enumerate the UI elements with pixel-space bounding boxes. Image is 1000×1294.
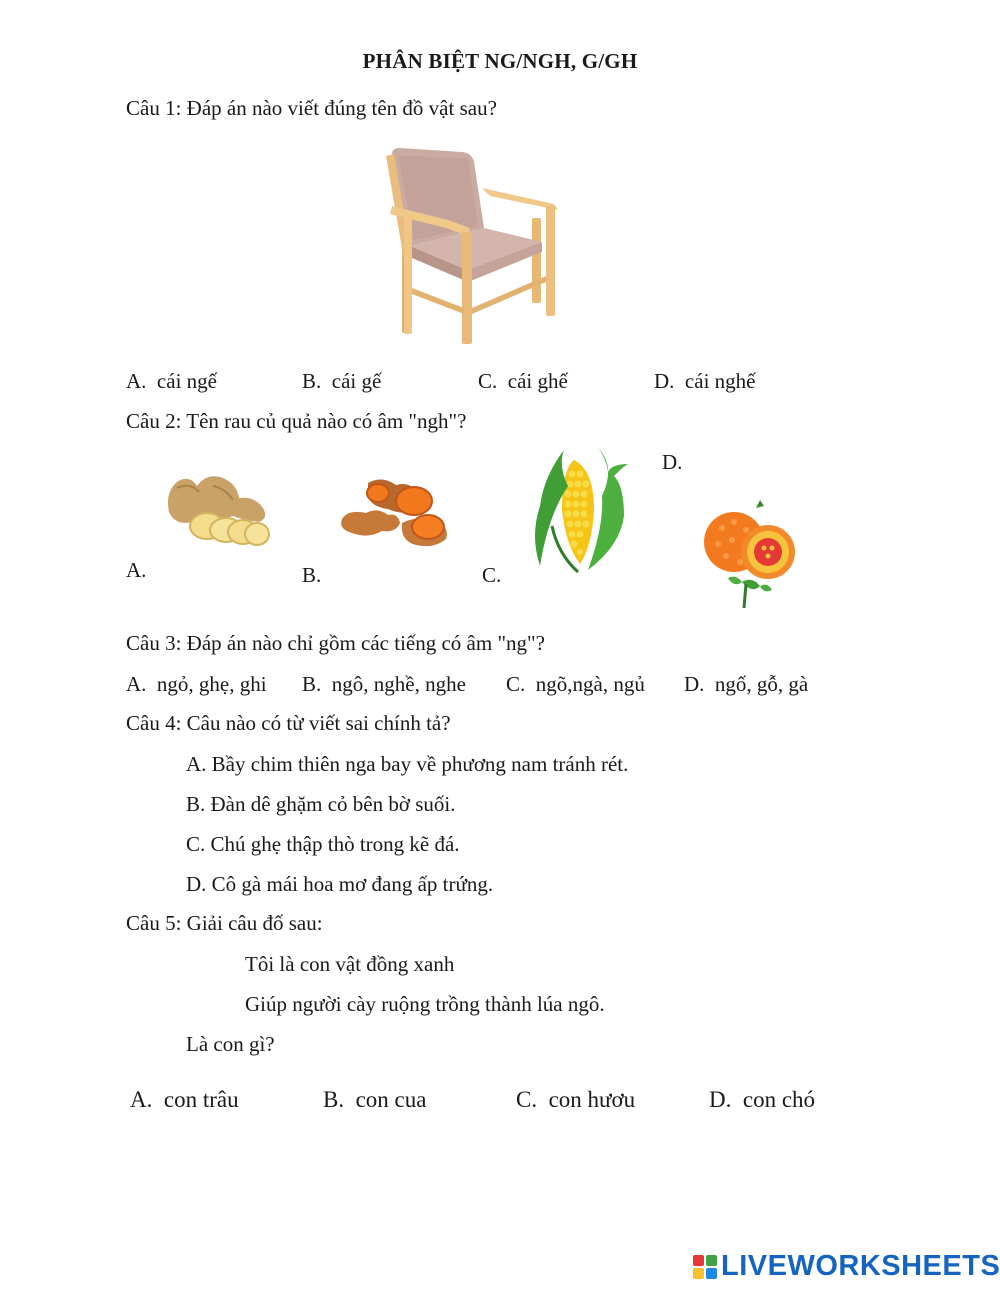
q2-option-c-letter[interactable]: C. <box>482 563 502 587</box>
q5-option-d-letter: D. <box>709 1087 732 1112</box>
q5-option-a-text: con trâu <box>163 1087 239 1112</box>
riddle-line-2: Giúp người cày ruộng trồng thành lúa ngô. <box>245 992 605 1016</box>
q3-option-a-letter: A. <box>126 672 147 696</box>
q5-option-b-letter: B. <box>323 1087 345 1112</box>
corn-image[interactable] <box>528 446 632 574</box>
riddle-ask: Là con gì? <box>186 1032 275 1056</box>
corn-husk-right <box>588 448 628 570</box>
q4-option-d[interactable]: D. Cô gà mái hoa mơ đang ấp trứng. <box>186 872 494 896</box>
logo-square-red <box>693 1255 704 1266</box>
q1-option-a-text: cái ngế <box>156 369 217 393</box>
q2-option-a-letter[interactable]: A. <box>126 558 147 582</box>
q3-option-a-text: ngỏ, ghẹ, ghi <box>156 672 267 696</box>
q3-option-b-text: ngô, nghề, nghe <box>331 672 466 696</box>
question-4: Câu 4: Câu nào có từ viết sai chính tả? <box>126 711 451 735</box>
chair-back-leg-right <box>532 218 541 303</box>
q1-option-a-letter: A. <box>126 369 147 393</box>
turmeric-root <box>341 510 400 535</box>
page-title: PHÂN BIỆT NG/NGH, G/GH <box>362 49 638 73</box>
question-3: Câu 3: Đáp án nào chỉ gồm các tiếng có âm "ng"? <box>126 631 545 655</box>
q1-option-c-letter: C. <box>478 369 498 393</box>
q3-option-c[interactable] <box>506 672 645 697</box>
q1-option-b-text: cái gế <box>331 369 382 393</box>
q3-option-d[interactable] <box>684 672 808 697</box>
q1-option-b-letter: B. <box>302 369 322 393</box>
q3-option-a[interactable] <box>126 672 267 697</box>
question-2: Câu 2: Tên rau củ quả nào có âm "ngh"? <box>126 409 467 433</box>
q1-option-d-text: cái nghế <box>684 369 756 393</box>
q5-option-c-letter: C. <box>516 1087 538 1112</box>
q2-option-b-letter[interactable]: B. <box>302 563 322 587</box>
liveworksheets-logo-text: LIVEWORKSHEETS <box>721 1250 1000 1282</box>
chair-front-leg-right <box>546 206 555 316</box>
liveworksheets-logo[interactable] <box>693 1250 1000 1283</box>
q1-option-d[interactable] <box>654 369 755 394</box>
logo-square-green <box>706 1255 717 1266</box>
q5-option-b[interactable] <box>323 1087 426 1113</box>
q5-option-b-text: con cua <box>355 1087 427 1112</box>
q1-option-a[interactable] <box>126 369 217 394</box>
ginger-image[interactable] <box>163 472 273 548</box>
question-1: Câu 1: Đáp án nào viết đúng tên đồ vật sau? <box>126 96 497 120</box>
q1-option-d-letter: D. <box>654 369 675 393</box>
q5-option-a[interactable] <box>130 1087 239 1113</box>
q5-option-c-text: con hươu <box>548 1087 636 1112</box>
q1-option-b[interactable] <box>302 369 381 394</box>
chair-front-leg-left <box>462 232 472 344</box>
turmeric-image[interactable] <box>338 473 452 553</box>
q5-option-c[interactable] <box>516 1087 635 1113</box>
q3-option-c-letter: C. <box>506 672 526 696</box>
q2-option-d-letter[interactable]: D. <box>662 450 683 474</box>
q3-option-c-text: ngõ,ngà, ngủ <box>535 672 645 696</box>
q3-option-b-letter: B. <box>302 672 322 696</box>
q5-option-d[interactable] <box>709 1087 815 1113</box>
liveworksheets-logo-icon <box>693 1255 717 1279</box>
q3-option-b[interactable] <box>302 672 466 697</box>
q3-option-d-letter: D. <box>684 672 705 696</box>
question-5: Câu 5: Giải câu đố sau: <box>126 911 323 935</box>
q5-option-a-letter: A. <box>130 1087 153 1112</box>
q5-option-d-text: con chó <box>742 1087 816 1112</box>
riddle-line-1: Tôi là con vật đồng xanh <box>245 952 455 976</box>
q1-option-c-text: cái ghế <box>507 369 568 393</box>
logo-square-blue <box>706 1268 717 1279</box>
chair-image <box>382 148 564 348</box>
q4-option-a[interactable]: A. Bầy chim thiên nga bay về phương nam tránh rét. <box>186 752 629 776</box>
q3-option-d-text: ngố, gỗ, gà <box>714 672 809 696</box>
q4-option-b[interactable]: B. Đàn dê ghặm cỏ bên bờ suối. <box>186 792 456 816</box>
logo-square-yellow <box>693 1268 704 1279</box>
gac-fruit-image[interactable] <box>702 498 802 610</box>
q1-option-c[interactable] <box>478 369 568 394</box>
q4-option-c[interactable]: C. Chú ghẹ thập thò trong kẽ đá. <box>186 832 460 856</box>
turmeric-slice <box>396 487 432 515</box>
